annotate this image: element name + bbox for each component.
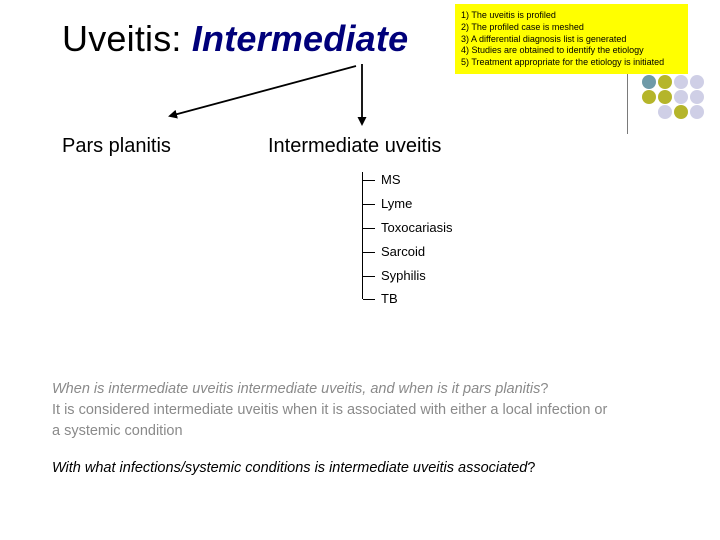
title-emphasis: Intermediate (191, 18, 409, 59)
answer-one-line-1: It is considered intermediate uveitis when it is associated with either a local infection or (52, 402, 608, 418)
list-tick (363, 276, 375, 277)
list-bracket (362, 172, 363, 299)
question-one-text: When is intermediate uveitis intermediate uveitis, and when is it pars planitis (52, 381, 541, 397)
question-one (52, 381, 548, 397)
note-line: 2) The profiled case is meshed (461, 21, 584, 32)
list-item-sarcoid: Sarcoid (381, 244, 426, 259)
list-tick (363, 204, 375, 205)
question-two-mark: ? (527, 460, 536, 476)
answer-one-line-2: a systemic condition (52, 423, 183, 439)
title-prefix: Uveitis: (62, 18, 192, 59)
pars-planitis-label: Pars planitis (62, 135, 171, 157)
list-item-tb: TB (381, 291, 398, 306)
list-item-toxocariasis: Toxocariasis (381, 220, 453, 235)
question-one-mark: ? (540, 381, 549, 397)
question-two (52, 460, 535, 476)
list-item-ms: MS (381, 172, 401, 187)
arrow-to-pars-planitis (170, 66, 356, 116)
question-two-text: With what infections/systemic conditions is intermediate uveitis associated (52, 460, 528, 476)
list-item-lyme: Lyme (381, 196, 413, 211)
list-tick (363, 252, 375, 253)
note-line: 3) A differential diagnosis list is generated (461, 33, 627, 44)
note-line: 4) Studies are obtained to identify the etiology (461, 45, 644, 56)
note-line: 5) Treatment appropriate for the etiology is initiated (461, 57, 665, 68)
list-tick (363, 180, 375, 181)
list-tick (363, 228, 375, 229)
note-line: 1) The uveitis is profiled (461, 10, 556, 20)
list-tick (363, 299, 375, 300)
intermediate-uveitis-label: Intermediate uveitis (268, 135, 442, 157)
list-item-syphilis: Syphilis (381, 268, 426, 283)
